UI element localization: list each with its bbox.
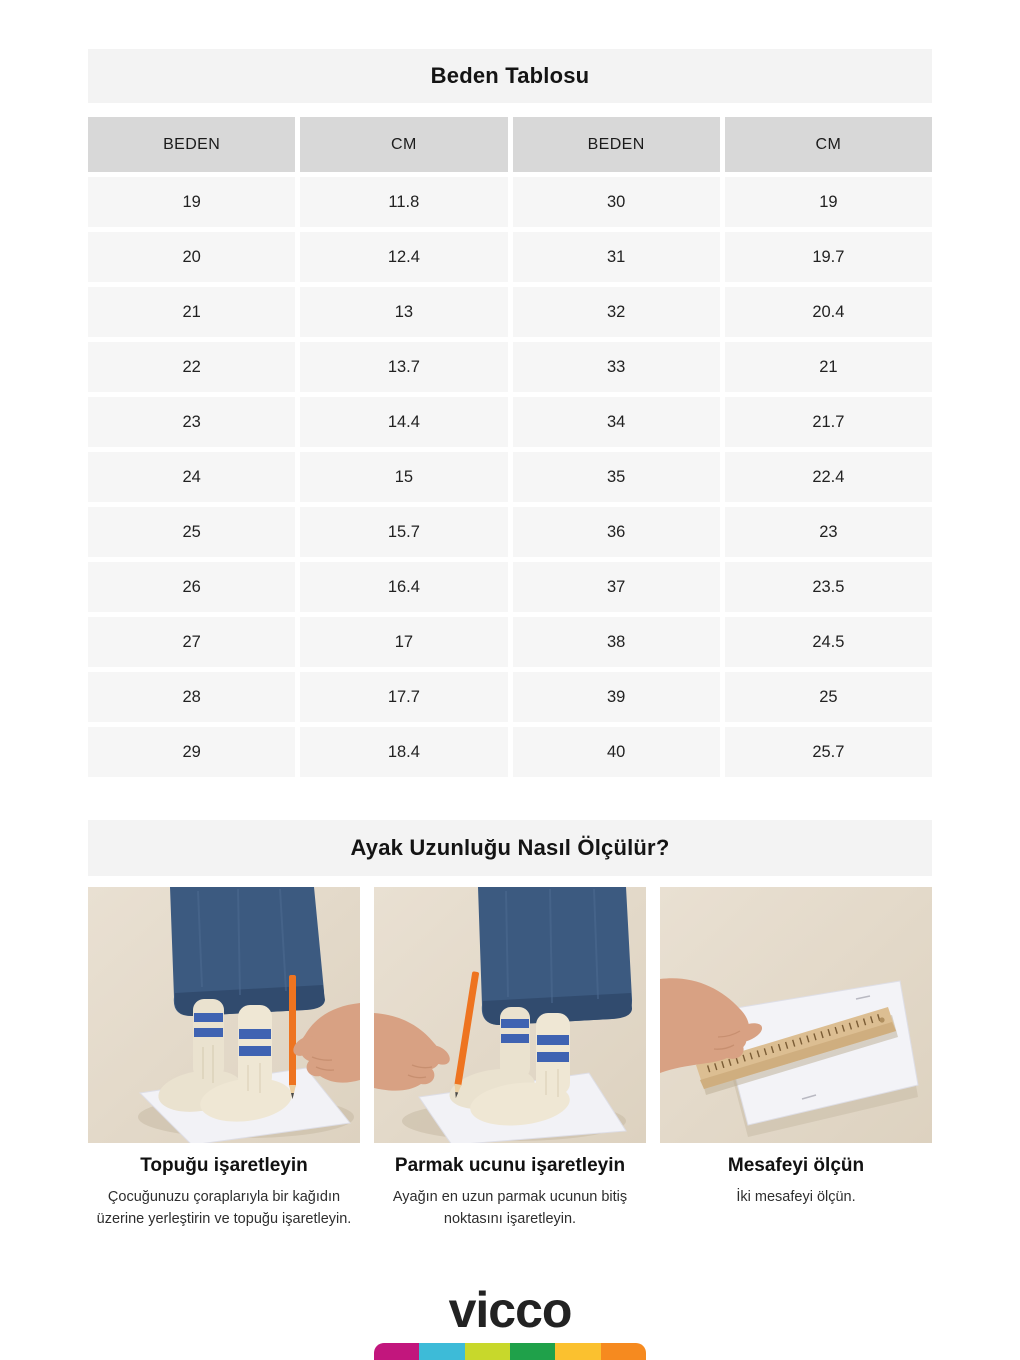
size-table-cell: 25 <box>88 507 295 557</box>
brand-color-segment <box>374 1343 419 1360</box>
size-table-cell: 20.4 <box>725 287 932 337</box>
step-heading: Parmak ucunu işaretleyin <box>394 1155 626 1176</box>
measure-distance-illustration <box>660 887 932 1143</box>
step-heading: Topuğu işaretleyin <box>140 1155 308 1176</box>
howto-photos <box>88 887 932 1143</box>
brand-color-segment <box>555 1343 600 1360</box>
size-table-header-cell: CM <box>300 117 507 172</box>
size-table-cell: 37 <box>513 562 720 612</box>
step-heading: Mesafeyi ölçün <box>727 1155 865 1176</box>
mark-heel-photo <box>88 887 360 1143</box>
mark-heel-illustration <box>88 887 360 1143</box>
brand-color-segment <box>510 1343 555 1360</box>
size-chart-title: Beden Tablosu <box>430 63 590 88</box>
size-table-header-cell: CM <box>725 117 932 172</box>
size-table-cell: 15.7 <box>300 507 507 557</box>
mark-toe-illustration <box>374 887 646 1143</box>
step-description: Ayağın en uzun parmak ucunun bitiş noktasını işaretleyin. <box>392 1189 628 1228</box>
size-table-cell: 29 <box>88 727 295 777</box>
size-table-cell: 25 <box>725 672 932 722</box>
size-table <box>88 117 932 777</box>
size-table-cell: 36 <box>513 507 720 557</box>
size-table-cell: 24 <box>88 452 295 502</box>
size-table-cell: 23 <box>88 397 295 447</box>
size-table-cell: 32 <box>513 287 720 337</box>
howto-captions <box>88 1155 932 1231</box>
size-table-cell: 15 <box>300 452 507 502</box>
measure-distance-photo <box>660 887 932 1143</box>
size-table-header-cell: BEDEN <box>513 117 720 172</box>
size-chart-title-bar <box>88 49 932 103</box>
brand-color-segment <box>419 1343 464 1360</box>
size-table-cell: 21.7 <box>725 397 932 447</box>
size-table-cell: 35 <box>513 452 720 502</box>
mark-toe-photo <box>374 887 646 1143</box>
size-table-cell: 31 <box>513 232 720 282</box>
size-table-cell: 33 <box>513 342 720 392</box>
size-table-cell: 11.8 <box>300 177 507 227</box>
howto-title-bar <box>88 820 932 876</box>
size-table-cell: 19.7 <box>725 232 932 282</box>
size-table-cell: 27 <box>88 617 295 667</box>
size-table-cell: 14.4 <box>300 397 507 447</box>
step-caption-heel <box>88 1155 360 1231</box>
step-description: Çocuğunuzu çoraplarıyla bir kağıdın üzerine yerleştirin ve topuğu işaretleyin. <box>96 1189 352 1228</box>
size-table-cell: 22.4 <box>725 452 932 502</box>
size-table-header-cell: BEDEN <box>88 117 295 172</box>
step-caption-measure <box>660 1155 932 1231</box>
size-table-cell: 19 <box>725 177 932 227</box>
size-table-cell: 18.4 <box>300 727 507 777</box>
size-table-cell: 17 <box>300 617 507 667</box>
size-table-cell: 23 <box>725 507 932 557</box>
size-table-cell: 34 <box>513 397 720 447</box>
size-table-cell: 23.5 <box>725 562 932 612</box>
size-table-cell: 19 <box>88 177 295 227</box>
size-table-cell: 13 <box>300 287 507 337</box>
vicco-logo: vicco <box>448 1282 572 1338</box>
size-table-cell: 20 <box>88 232 295 282</box>
step-caption-toe <box>374 1155 646 1231</box>
brand-color-segment <box>601 1343 646 1360</box>
step-description: İki mesafeyi ölçün. <box>736 1189 856 1205</box>
size-table-cell: 22 <box>88 342 295 392</box>
size-table-cell: 24.5 <box>725 617 932 667</box>
brand-color-segment <box>465 1343 510 1360</box>
howto-title: Ayak Uzunluğu Nasıl Ölçülür? <box>350 835 670 860</box>
size-table-cell: 40 <box>513 727 720 777</box>
size-table-cell: 12.4 <box>300 232 507 282</box>
size-table-cell: 17.7 <box>300 672 507 722</box>
brand-color-bar <box>374 1343 646 1360</box>
size-table-cell: 16.4 <box>300 562 507 612</box>
size-table-cell: 26 <box>88 562 295 612</box>
size-table-cell: 30 <box>513 177 720 227</box>
size-table-cell: 39 <box>513 672 720 722</box>
size-table-cell: 25.7 <box>725 727 932 777</box>
size-table-cell: 28 <box>88 672 295 722</box>
size-table-cell: 13.7 <box>300 342 507 392</box>
size-table-cell: 38 <box>513 617 720 667</box>
size-table-cell: 21 <box>88 287 295 337</box>
size-table-cell: 21 <box>725 342 932 392</box>
